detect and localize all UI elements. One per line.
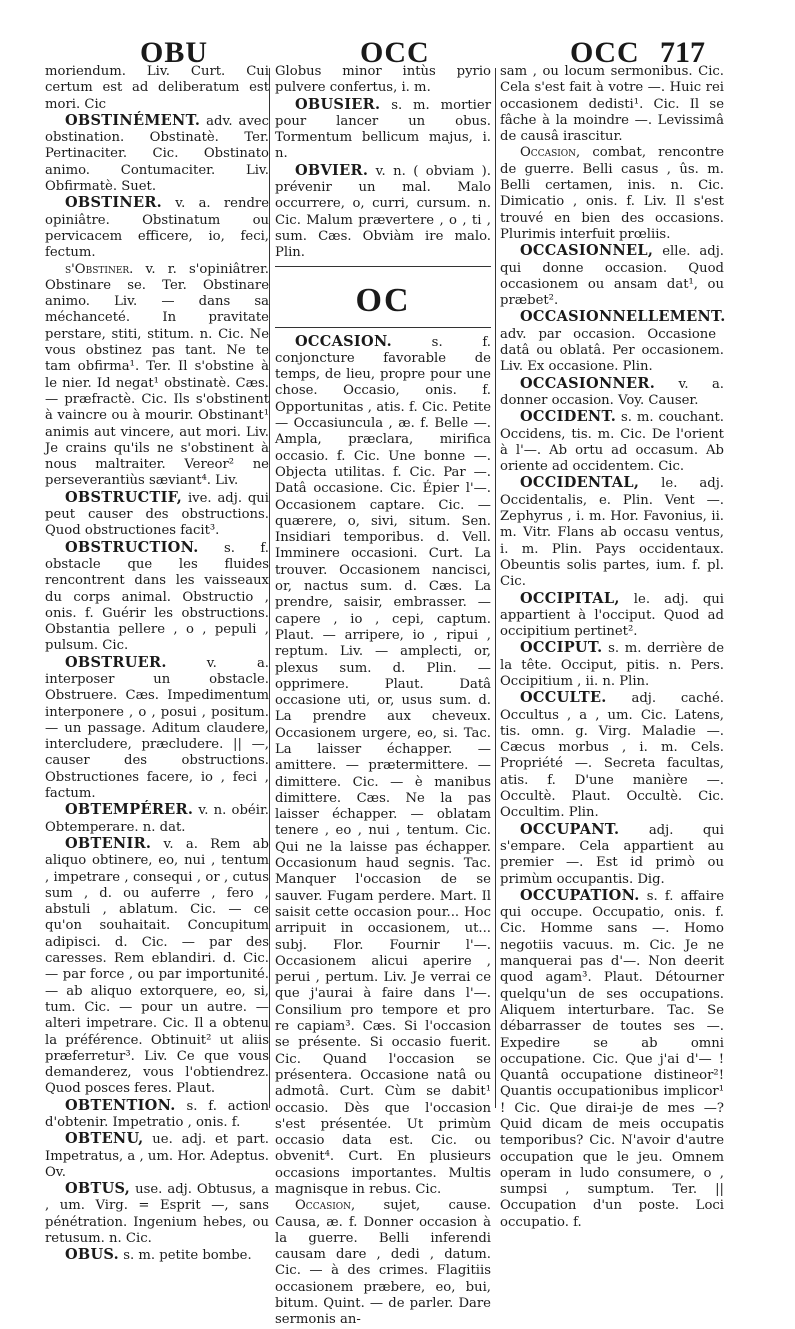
entry-body: s. f. obstacle que les fluides rencontrent dans les vaisseaux du corps animal. Obstructio , onis. f. Guérir les obstructions. Obstantia pellere , o , pepuli , pulsum. Cic. bbox=[45, 540, 269, 654]
dictionary-entry bbox=[45, 1181, 269, 1247]
entry-subheadword: Occasion, bbox=[295, 1198, 356, 1214]
page-number: 717 bbox=[660, 36, 705, 69]
column-2 bbox=[275, 64, 491, 1329]
entry-headword: OCCASION. bbox=[295, 332, 392, 350]
dictionary-entry bbox=[45, 64, 269, 113]
entry-body: v. a. interposer un obstacle. Obstruere. Cæs. Impedimentum interponere , o , posui , positum. — un passage. Aditum claudere, intercludere, præcludere. || —, causer des obstructions. Obstructiones facere, io , feci , factum. bbox=[45, 655, 269, 802]
dictionary-entry bbox=[500, 822, 724, 888]
dictionary-entry bbox=[500, 888, 724, 1231]
entry-body: v. a. rendre opiniâtre. Obstinatum ou pervicacem efficere, io, feci, fectum. bbox=[45, 196, 269, 261]
entry-headword: OBSTRUCTION. bbox=[65, 538, 199, 556]
dictionary-entry bbox=[500, 475, 724, 590]
entry-body: le. adj. Occidentalis, e. Plin. Vent —. Zephyrus , i. m. Hor. Favonius, ii. m. Vitr. Flans ab occasu ventus, i. m. Plin. Pays occidentaux. Obeuntis solis partes, ium. f. pl. Cic. bbox=[500, 476, 724, 590]
entry-body: v. r. s'opiniâtrer. Obstinare se. Ter. Obstinare animo. Liv. — dans sa méchanceté. In pravitate perstare, stiti, stitum. n. Cic. Ne vous obstinez pas tant. Ne te tam obfirma¹. Ter. Il s'obstine à le nier. Id negat¹ obstinatè. Cæs. — præfractè. Cic. Ils s'obstinent à vaincre ou à mourir. Obstinant¹ animis aut vincere, aut mori. Liv. Je crains qu'ils ne s'obstinent à nous maltraiter. Vereor² ne perseverantiùs sæviant⁴. Liv. bbox=[45, 261, 269, 489]
entry-headword: OCCULTE. bbox=[520, 689, 607, 707]
center-guide-word: OCC bbox=[360, 36, 430, 69]
right-guide-word: OCC bbox=[570, 36, 640, 69]
entry-body: adv. avec obstination. Obstinatè. Ter. Pertinaciter. Cic. Obstinato animo. Contumaciter. Liv. Obfirmatè. Suet. bbox=[45, 113, 269, 195]
section-rule-bottom bbox=[275, 327, 491, 328]
entry-body: v. a. donner occasion. Voy. Causer. bbox=[500, 376, 724, 408]
entry-headword: OCCASIONNER. bbox=[520, 374, 656, 392]
dictionary-entry bbox=[500, 64, 724, 145]
entry-body: s. f. conjoncture favorable de temps, de lieu, propre pour une chose. Occasio, onis. f. Opportunitas , atis. f. Cic. Petite — Occasiuncula , æ. f. Belle —. Ampla, præclara, mirifica occasio. f. Cic. Une bonne —. Objecta utilitas. f. Cic. Par —. Datâ occasione. Cic. Épier l'—. Occasionem captare. Cic. — quærere, o, sivi, situm. Sen. Insidiari temporibus. d. Vell. Imminere occasioni. Curt. La trouver. Occasionem nancisci, or, nactus sum. d. Cæs. La prendre, saisir, embrasser. — capere , io , cepi, captum. Plaut. — arripere, io , ripui , reptum. Liv. — amplecti, or, plexus sum. d. Plin. — opprimere. Plaut. Datâ occasione uti, or, usus sum. d. La prendre aux cheveux. Occasionem urgere, eo, si. Tac. La laisser échapper. — amittere. — prætermittere. — dimittere. Cic. — è manibus dimittere. Cæs. Ne la pas laisser échapper. — oblatam tenere , eo , nui , tentum. Cic. Qui ne la laisse pas échapper. Occasionum haud segnis. Tac. Manquer l'occasion de se sauver. Fugam perdere. Mart. Il saisit cette occasion pour... Hoc arripuit in occasionem, ut... subj. Flor. Fournir l'—. Occasionem alicui aperire , perui , pertum. Liv. Je verrai ce que j'aurai à faire dans l'—. Consilium pro tempore et pro re capiam³. Cæs. Si l'occasion se présente. Si occasio fuerit. Cic. Quand l'occasion se présentera. Occasione natâ ou admotâ. Curt. Cùm se dabit¹ occasio. Dès que l'occasion s'est présentée. Ut primùm occasio data est. Cic. ou obvenit⁴. Curt. En plusieurs occasions importantes. Multis magnisque in rebus. Cic. bbox=[275, 334, 491, 1197]
dictionary-entry bbox=[275, 97, 491, 163]
dictionary-entry bbox=[45, 655, 269, 803]
dictionary-entry bbox=[275, 1198, 491, 1328]
entry-body: v. a. Rem ab aliquo obtinere, eo, nui , tentum , impetrare , consequi , or , cutus sum , d. ou auferre , fero , abstuli , ablatum. Cic. — ce qu'on souhaitait. Concupitum adipisci. d. Cic. — par des caresses. Rem eblandiri. d. Cic. — par force , ou par importunité. — ab aliquo extorquere, eo, si, tum. Cic. — pour un autre. — alteri impetrare. Cic. Il a obtenu la préférence. Obtinuit² ut aliis præferretur³. Liv. Ce que vous demanderez, vous l'obtiendrez. Quod posces feres. Plaut. bbox=[45, 836, 269, 1097]
dictionary-entry bbox=[45, 262, 269, 490]
entry-headword: OBSTRUCTIF, bbox=[65, 488, 183, 506]
entry-body: Globus minor intùs pyrio pulvere confertus, i. m. bbox=[275, 64, 491, 96]
dictionary-entry bbox=[500, 243, 724, 309]
entry-subheadword: s'Obstiner. bbox=[65, 261, 134, 277]
entry-body: s. m. derrière de la tête. Occiput, pitis. n. Pers. Occipitium , ii. n. Plin. bbox=[500, 641, 724, 689]
entry-body: v. n. ( obviam ). prévenir un mal. Malo occurrere, o, curri, cursum. n. Cic. Malum prævertere , o , ti , sum. Cæs. Obviàm ire malo. Plin. bbox=[275, 163, 491, 261]
dictionary-entry bbox=[500, 309, 724, 375]
column-2-top bbox=[275, 64, 491, 262]
entry-headword: OBSTINER. bbox=[65, 194, 163, 212]
entry-headword: OBTENU, bbox=[65, 1130, 144, 1148]
entry-body: s. f. action d'obtenir. Impetratio , onis. f. bbox=[45, 1098, 269, 1130]
dictionary-entry bbox=[500, 376, 724, 410]
dictionary-entry bbox=[500, 640, 724, 690]
entry-body: ue. adj. et part. Impetratus, a , um. Hor. Adeptus. Ov. bbox=[45, 1132, 269, 1180]
column-3 bbox=[500, 64, 724, 1231]
entry-headword: OBTENTION. bbox=[65, 1096, 176, 1114]
entry-body: adv. par occasion. Occasione datâ ou oblatâ. Per occasionem. Liv. Ex occasione. Plin. bbox=[500, 326, 724, 375]
entry-body: s. m. petite bombe. bbox=[119, 1248, 252, 1264]
dictionary-entry bbox=[500, 690, 724, 821]
entry-headword: OCCIPITAL, bbox=[520, 589, 620, 607]
entry-headword: OCCIPUT. bbox=[520, 639, 603, 657]
entry-body: v. n. obéir. Obtemperare. n. dat. bbox=[45, 803, 269, 835]
entry-body: sam , ou locum sermonibus. Cic. Cela s'est fait à votre —. Huic rei occasionem dedisti¹. Cic. Il se fâche à la moindre —. Levissimâ de causâ irascitur. bbox=[500, 64, 724, 145]
dictionary-entry bbox=[45, 113, 269, 195]
entry-headword: OBSTINÉMENT. bbox=[65, 111, 201, 129]
column-2-bottom bbox=[275, 334, 491, 1329]
entry-headword: OCCIDENTAL, bbox=[520, 474, 640, 492]
dictionary-entry bbox=[45, 1098, 269, 1132]
entry-headword: OCCUPATION. bbox=[520, 886, 640, 904]
dictionary-entry bbox=[45, 1131, 269, 1181]
dictionary-entry bbox=[45, 540, 269, 655]
entry-headword: OBTUS, bbox=[65, 1180, 131, 1198]
entry-body: adj. qui s'empare. Cela appartient au premier —. Est id primò ou primùm occupantis. Dig. bbox=[500, 822, 724, 887]
column-rule-1 bbox=[269, 68, 270, 1108]
dictionary-entry bbox=[500, 145, 724, 243]
entry-body: combat, rencontre de guerre. Belli casus , ûs. m. Belli certamen, inis. n. Cic. Dimicatio , onis. f. Liv. Il s'est trouvé en bien des occasions. Plurimis interfuit prœliis. bbox=[500, 145, 724, 242]
dictionary-entry bbox=[500, 591, 724, 641]
entry-body: s. f. affaire qui occupe. Occupatio, onis. f. Cic. Homme sans —. Homo negotiis vacuus. m. Cic. Je ne manquerai pas d'—. Non deerit quod agam³. Plaut. Détourner quelqu'un de ses occupations. Aliquem interturbare. Tac. Se débarrasser de toutes ses —. Expedire se ab omni occupatione. Cic. Que j'ai d'— ! Quantâ occupatione distineor²! Quantis occupationibus implicor¹ ! Cic. Que dirai-je de mes —? Quid dicam de meis occupatis temporibus? Cic. N'avoir d'autre occupation que le jeu. Omnem operam in ludo consumere, o , sumpsi , sumptum. Ter. || Occupation d'un poste. Loci occupatio. f. bbox=[500, 888, 724, 1230]
dictionary-entry bbox=[275, 163, 491, 262]
dictionary-entry bbox=[45, 195, 269, 261]
entry-body: s. m. couchant. Occidens, tis. m. Cic. De l'orient à l'—. Ab ortu ad occasum. Ab oriente ad occidentem. Cic. bbox=[500, 410, 724, 475]
section-rule-top bbox=[275, 266, 491, 267]
entry-headword: OCCUPANT. bbox=[520, 820, 620, 838]
dictionary-entry bbox=[500, 409, 724, 475]
section-heading: OC bbox=[355, 281, 411, 319]
entry-headword: OBTENIR. bbox=[65, 834, 152, 852]
left-guide-word: OBU bbox=[140, 36, 209, 69]
entry-headword: OCCIDENT. bbox=[520, 408, 617, 426]
entry-body: le. adj. qui appartient à l'occiput. Quod ad occipitium pertinet². bbox=[500, 591, 724, 640]
dictionary-entry bbox=[45, 1247, 269, 1264]
entry-body: use. adj. Obtusus, a , um. Virg. = Esprit —, sans pénétration. Ingenium hebes, ou retusum. n. Cic. bbox=[45, 1182, 269, 1247]
dictionary-entry bbox=[45, 802, 269, 836]
entry-headword: OCCASIONNELLEMENT. bbox=[520, 308, 726, 326]
entry-headword: OBTEMPÉRER. bbox=[65, 801, 194, 819]
entry-headword: OBUSIER. bbox=[295, 95, 381, 113]
entry-body: moriendum. Liv. Curt. Cui certum est ad deliberatum est mori. Cic bbox=[45, 64, 269, 112]
entry-body: s. m. mortier pour lancer un obus. Tormentum bellicum majus, i. n. bbox=[275, 97, 491, 162]
entry-headword: OCCASIONNEL, bbox=[520, 242, 654, 260]
dictionary-entry bbox=[45, 490, 269, 540]
dictionary-entry bbox=[45, 836, 269, 1098]
entry-body: elle. adj. qui donne occasion. Quod occasionem ou ansam dat¹, ou præbet². bbox=[500, 244, 724, 309]
entry-body: adj. caché. Occultus , a , um. Cic. Latens, tis. omn. g. Virg. Maladie —. Cæcus morbus , i. m. Cels. Propriété —. Secreta facultas, atis. f. D'une manière —. Occultè. Plaut. Occultè. Cic. Occultim. Plin. bbox=[500, 691, 724, 821]
entry-body: ive. adj. qui peut causer des obstructions. Quod obstructiones facit³. bbox=[45, 490, 269, 539]
entry-headword: OBUS. bbox=[65, 1246, 120, 1264]
entry-body: sujet, cause. Causa, æ. f. Donner occasion à la guerre. Belli inferendi causam dare , dedi , datum. Cic. — à des crimes. Flagitiis occasionem præbere, eo, bui, bitum. Quint. — de parler. Dare sermonis an- bbox=[275, 1198, 491, 1328]
column-1 bbox=[45, 64, 269, 1265]
column-rule-2 bbox=[495, 68, 496, 1108]
entry-subheadword: Occasion, bbox=[520, 145, 581, 161]
dictionary-entry bbox=[275, 334, 491, 1199]
dictionary-entry bbox=[275, 64, 491, 97]
entry-headword: OBSTRUER. bbox=[65, 653, 167, 671]
entry-headword: OBVIER. bbox=[295, 161, 369, 179]
